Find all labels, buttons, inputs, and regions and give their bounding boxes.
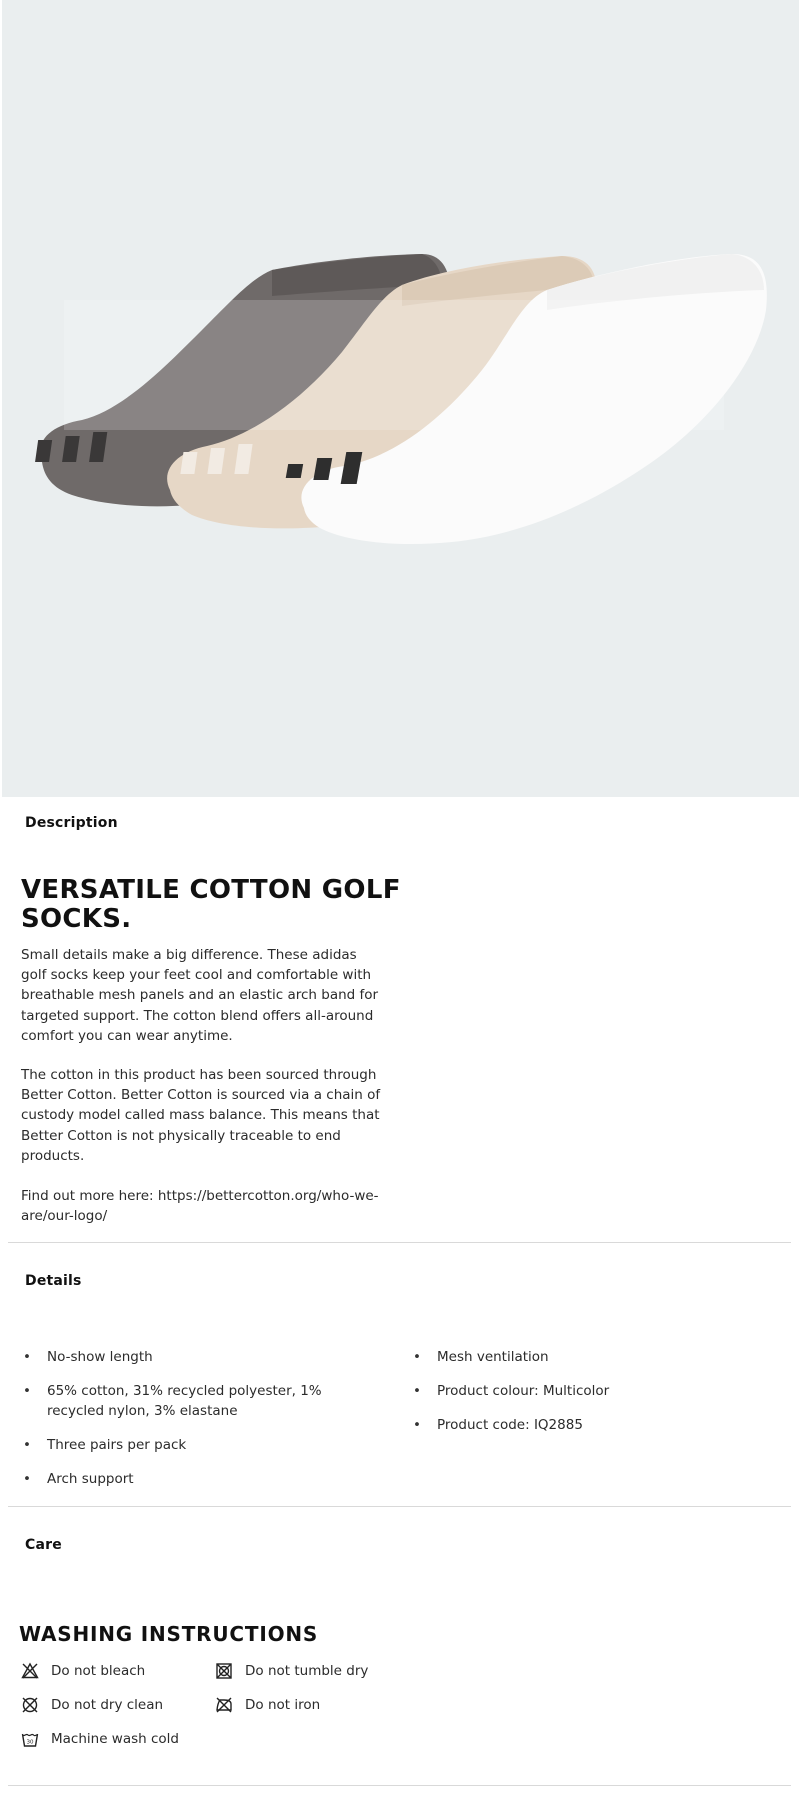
care-item-no-dry-clean	[21, 1696, 163, 1714]
list-item: • Mesh ventilation	[411, 1347, 771, 1367]
divider	[8, 1242, 791, 1243]
care-item-label: Do not tumble dry	[245, 1663, 369, 1679]
description-paragraph-2: The cotton in this product has been sourced through Better Cotton. Better Cotton is sourced via a chain of custody model called mass balance. This means that Better Cotton is not physically traceable to end products.	[21, 1067, 381, 1164]
details-list-left	[21, 1347, 381, 1503]
care-item-machine-wash-cold	[21, 1730, 179, 1748]
washing-instructions-title: WASHING INSTRUCTIONS	[19, 1622, 319, 1646]
care-item-no-tumble-dry	[215, 1662, 368, 1680]
care-section-label[interactable]: Care	[25, 1537, 62, 1553]
care-item-label: Do not bleach	[51, 1663, 146, 1679]
product-image[interactable]	[2, 0, 799, 797]
product-headline: VERSATILE COTTON GOLF SOCKS.	[21, 875, 401, 934]
description-paragraph-3: Find out more here: https://bettercotton.org/who-we-are/our-logo/	[21, 1188, 379, 1225]
list-item: • Product colour: Multicolor	[411, 1381, 771, 1401]
no-iron-icon	[215, 1696, 233, 1714]
no-dry-clean-icon	[21, 1696, 39, 1714]
care-item-no-bleach	[21, 1662, 145, 1680]
svg-text:30: 30	[26, 1739, 34, 1746]
machine-wash-cold-icon	[21, 1730, 39, 1748]
description-section-label[interactable]: Description	[25, 815, 118, 831]
socks-illustration	[2, 0, 799, 797]
divider	[8, 1785, 791, 1786]
description-paragraph-1: Small details make a big difference. These adidas golf socks keep your feet cool and comfortable with breathable mesh panels and an elastic arch band for targeted support. The cotton blend offers all-around comfort you can wear anytime.	[21, 947, 379, 1044]
list-item: • Three pairs per pack	[21, 1435, 381, 1455]
no-tumble-dry-icon	[215, 1662, 233, 1680]
care-item-label: Do not iron	[245, 1697, 321, 1713]
care-item-label: Do not dry clean	[51, 1697, 164, 1713]
list-item: • No-show length	[21, 1347, 381, 1367]
no-bleach-icon	[21, 1662, 39, 1680]
care-item-no-iron	[215, 1696, 320, 1714]
list-item: • Arch support	[21, 1469, 381, 1489]
list-item: • 65% cotton, 31% recycled polyester, 1% recycled nylon, 3% elastane	[21, 1381, 381, 1421]
list-item: • Product code: IQ2885	[411, 1415, 771, 1435]
divider	[8, 1506, 791, 1507]
care-item-label: Machine wash cold	[51, 1731, 179, 1747]
details-section-label[interactable]: Details	[25, 1273, 82, 1289]
details-list-right	[411, 1347, 771, 1449]
